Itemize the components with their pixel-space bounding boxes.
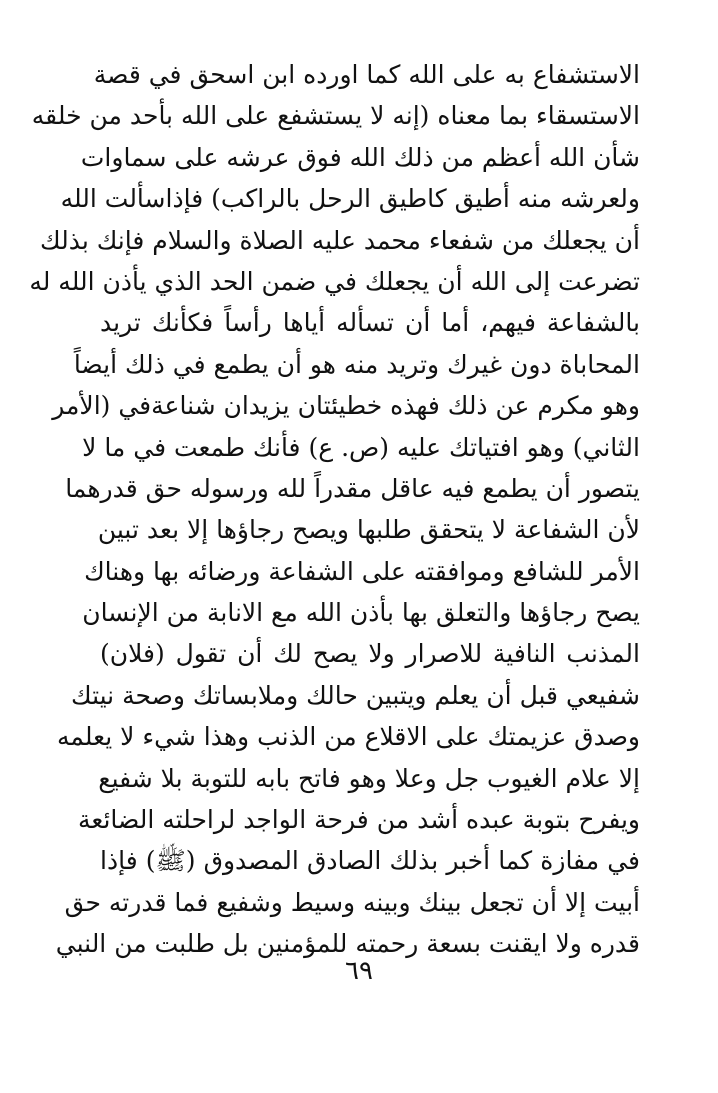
body-text <box>29 54 640 965</box>
text-line: يصح رجاؤها والتعلق بها بأذن الله مع الانابة من الإنسان <box>82 598 640 628</box>
text-line: شفيعي قبل أن يعلم ويتبين حالك وملابساتك وصحة نيتك <box>71 680 640 710</box>
page-number: ٦٩ <box>345 956 373 986</box>
text-line: وهو مكرم عن ذلك فهذه خطيئتان يزيدان شناعةفي (الأمر <box>52 391 640 421</box>
text-line: تضرعت إلى الله أن يجعلك في ضمن الحد الذي يأذن الله له <box>29 266 640 296</box>
text-line: قدره ولا ايقنت بسعة رحمته للمؤمنين بل طلبت من النبي <box>55 929 640 959</box>
text-line: في مفازة كما أخبر بذلك الصادق المصدوق (ﷺ) فإذا <box>100 846 640 876</box>
text-line: أبيت إلا أن تجعل بينك وبينه وسيط وشفيع فما قدرته حق <box>64 887 640 917</box>
text-line: لأن الشفاعة لا يتحقق طلبها ويصح رجاؤها إلا بعد تبين <box>97 515 640 545</box>
text-line: شأن الله أعظم من ذلك الله فوق عرشه على سماوات <box>80 142 640 172</box>
text-line: الاستسقاء بما معناه (إنه لا يستشفع على الله بأحد من خلقه <box>31 101 640 131</box>
text-line: بالشفاعة فيهم، أما أن تسأله أياها رأساً فكأنك تريد <box>100 308 640 338</box>
text-line: الاستشفاع به على الله كما اورده ابن اسحق في قصة <box>93 60 640 89</box>
text-line: ولعرشه منه أطيق كاطيق الرحل بالراكب) فإذاسألت الله <box>60 184 640 214</box>
text-line: المحاباة دون غيرك وتريد منه هو أن يطمع في ذلك أيضاً <box>73 349 640 379</box>
text-line: أن يجعلك من شفعاء محمد عليه الصلاة والسلام فإنك بذلك <box>40 225 640 255</box>
text-line: ويفرح بتوبة عبده أشد من فرحة الواجد لراحلته الضائعة <box>78 805 640 835</box>
text-line: يتصور أن يطمع فيه عاقل مقدراً لله ورسوله حق قدرهما <box>65 473 640 503</box>
text-line: الثاني) وهو افتياتك عليه (ص. ع) فأنك طمعت في ما لا <box>82 432 640 462</box>
text-line: المذنب النافية للاصرار ولا يصح لك أن تقول (فلان) <box>100 639 640 669</box>
text-line: إلا علام الغيوب جل وعلا وهو فاتح بابه للتوبة بلا شفيع <box>98 763 640 793</box>
text-line: الأمر للشافع وموافقته على الشفاعة ورضائه بها وهناك <box>84 556 640 586</box>
text-line: وصدق عزيمتك على الاقلاع من الذنب وهذا شيء لا يعلمه <box>57 722 640 752</box>
